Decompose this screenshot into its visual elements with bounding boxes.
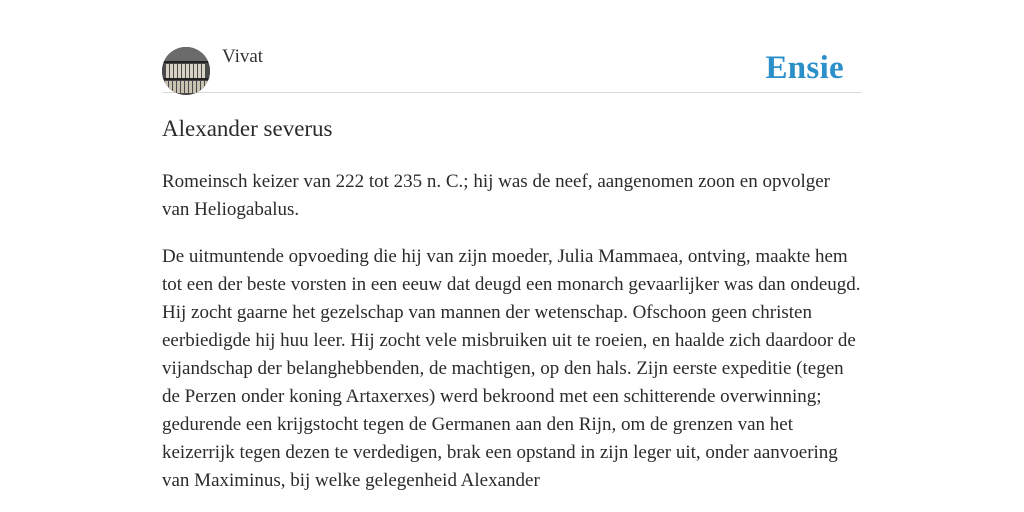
article-body bbox=[162, 168, 862, 512]
paragraph: Romeinsch keizer van 222 tot 235 n. C.; hij was de neef, aangenomen zoon en opvolger van Heliogabalus. bbox=[162, 171, 830, 220]
bookshelf-avatar-icon bbox=[162, 47, 210, 95]
avatar[interactable] bbox=[162, 47, 210, 95]
username[interactable]: Vivat bbox=[222, 46, 264, 67]
paragraph: De uitmuntende opvoeding die hij van zijn moeder, Julia Mammaea, ontving, maakte hem tot een der beste vorsten in een eeuw dat deugd een monarch gevaarlijker was dan ondeugd. Hij zocht gaarne het gezelschap van mannen der wetenschap. Ofschoon geen christen eerbiedigde hij huu leer. Hij zocht vele misbruiken uit te roeien, en haalde zich daardoor de vijandschap der belanghebbenden, de machtigen, op den hals. Zijn eerste expeditie (tegen de Perzen onder koning Artaxerxes) werd bekroond met een schitterende overwinning; gedurende een krijgstocht tegen de Germanen aan den Rijn, om de grenzen van het keizerrijk tegen dezen te verdedigen, brak een opstand in zijn leger uit, onder aanvoering van Maximinus, bij welke gelegenheid Alexander bbox=[162, 246, 861, 491]
page bbox=[162, 0, 862, 512]
header bbox=[162, 0, 862, 93]
ensie-logo-link[interactable]: Ensie bbox=[765, 50, 844, 86]
page-title: Alexander severus bbox=[162, 116, 333, 141]
